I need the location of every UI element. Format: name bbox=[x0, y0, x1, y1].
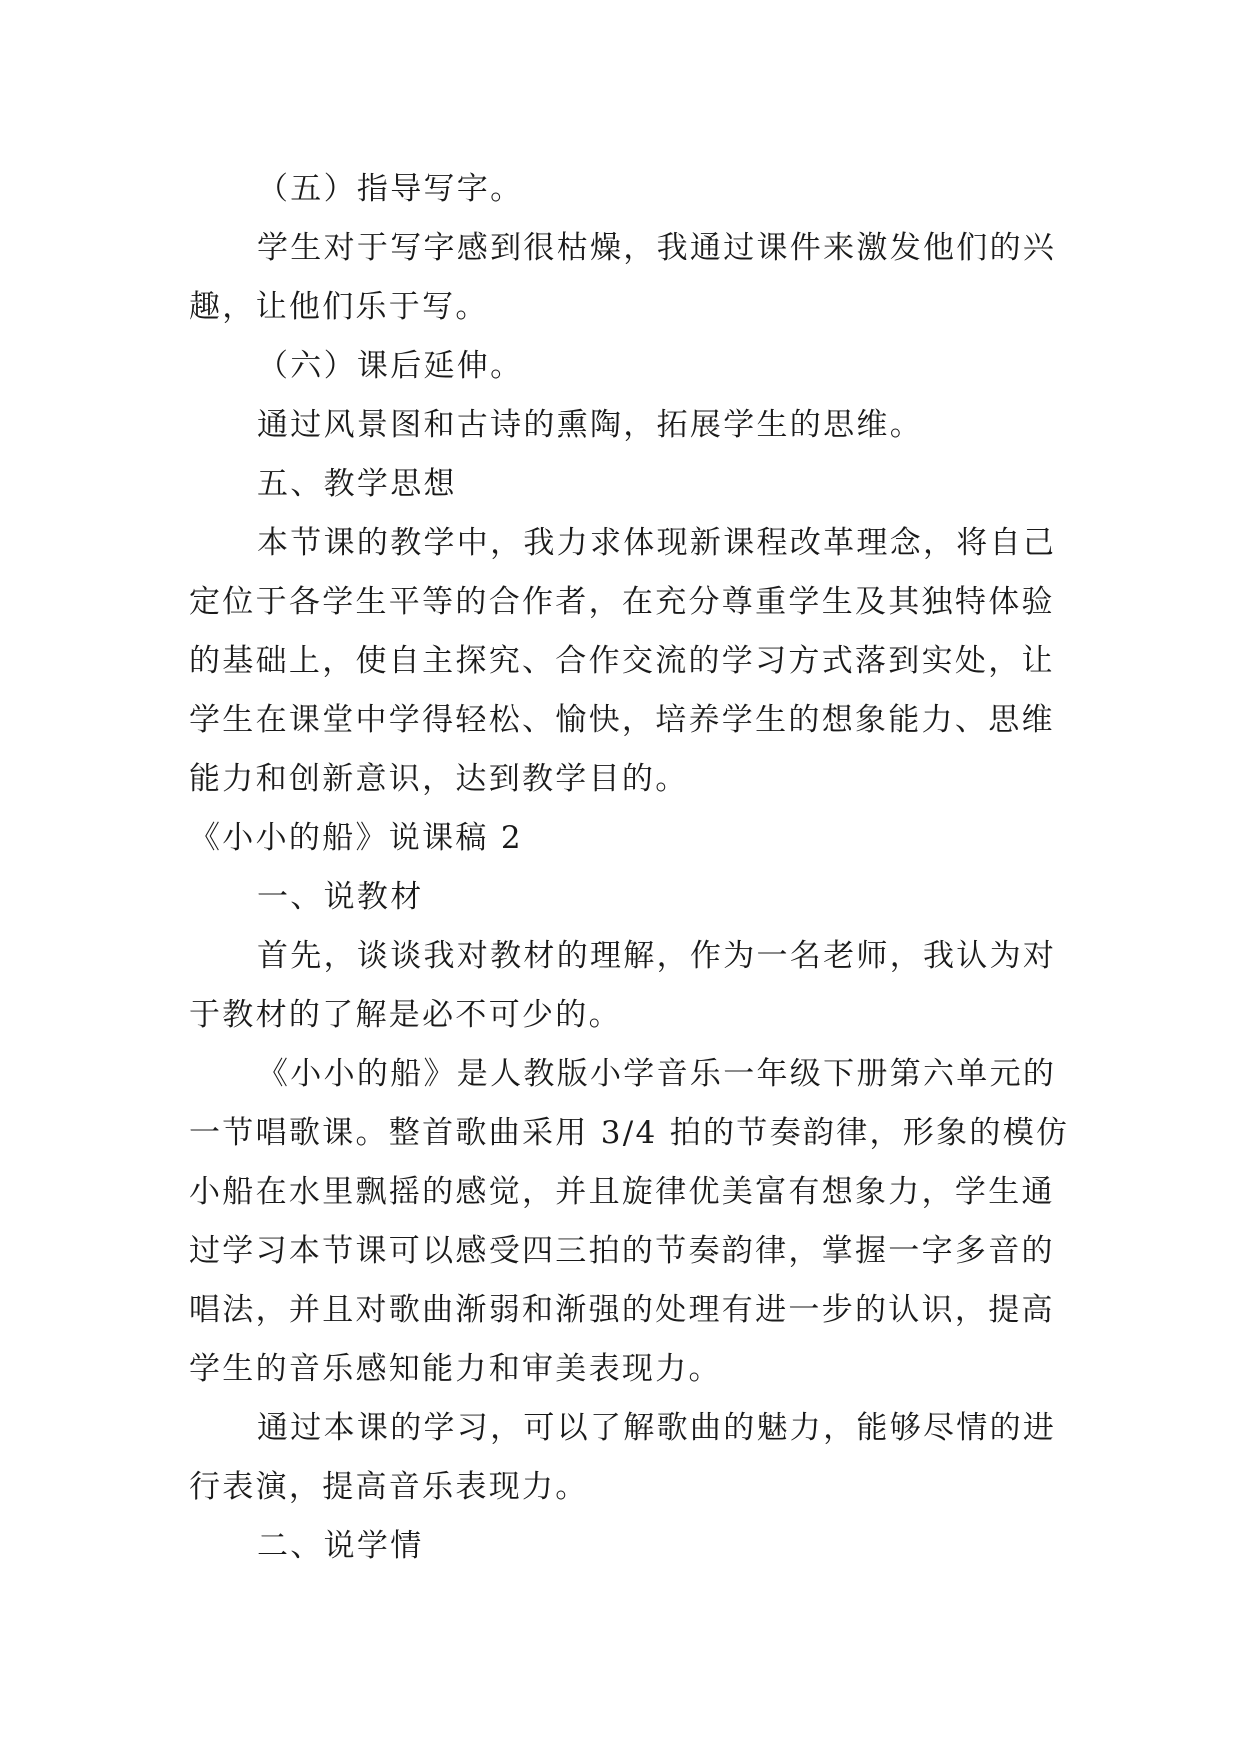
paragraph-line: 本节课的教学中，我力求体现新课程改革理念，将自己 bbox=[257, 525, 1057, 561]
section-heading-guide-writing: （五）指导写字。 bbox=[257, 171, 524, 207]
paragraph-line: 小船在水里飘摇的感觉，并且旋律优美富有想象力，学生通 bbox=[189, 1174, 1055, 1210]
section-heading-extension: （六）课后延伸。 bbox=[257, 348, 524, 384]
document-title: 《小小的船》说课稿 2 bbox=[189, 820, 523, 856]
paragraph-line: 趣，让他们乐于写。 bbox=[189, 289, 489, 325]
paragraph-line: 能力和创新意识，达到教学目的。 bbox=[189, 761, 689, 797]
paragraph-line: 《小小的船》是人教版小学音乐一年级下册第六单元的 bbox=[257, 1056, 1057, 1092]
paragraph-line: 通过风景图和古诗的熏陶，拓展学生的思维。 bbox=[257, 407, 923, 443]
paragraph-line: 学生在课堂中学得轻松、愉快，培养学生的想象能力、思维 bbox=[189, 702, 1055, 738]
paragraph-line: 于教材的了解是必不可少的。 bbox=[189, 997, 622, 1033]
paragraph-line: 通过本课的学习，可以了解歌曲的魅力，能够尽情的进 bbox=[257, 1410, 1057, 1446]
paragraph-line: 学生的音乐感知能力和审美表现力。 bbox=[189, 1351, 722, 1387]
paragraph-line: 唱法，并且对歌曲渐弱和渐强的处理有进一步的认识，提高 bbox=[189, 1292, 1055, 1328]
paragraph-line: 学生对于写字感到很枯燥，我通过课件来激发他们的兴 bbox=[257, 230, 1057, 266]
section-heading-teaching-idea: 五、教学思想 bbox=[257, 466, 457, 502]
paragraph-line: 定位于各学生平等的合作者，在充分尊重学生及其独特体验 bbox=[189, 584, 1055, 620]
paragraph-line: 一节唱歌课。整首歌曲采用 3/4 拍的节奏韵律，形象的模仿 bbox=[189, 1115, 1070, 1151]
paragraph-line: 行表演，提高音乐表现力。 bbox=[189, 1469, 589, 1505]
paragraph-line: 首先，谈谈我对教材的理解，作为一名老师，我认为对 bbox=[257, 938, 1057, 974]
paragraph-line: 的基础上，使自主探究、合作交流的学习方式落到实处，让 bbox=[189, 643, 1055, 679]
paragraph-line: 过学习本节课可以感受四三拍的节奏韵律，掌握一字多音的 bbox=[189, 1233, 1055, 1269]
section-heading-learning-situation: 二、说学情 bbox=[257, 1528, 424, 1564]
section-heading-textbook: 一、说教材 bbox=[257, 879, 424, 915]
document-body bbox=[189, 160, 1070, 1576]
